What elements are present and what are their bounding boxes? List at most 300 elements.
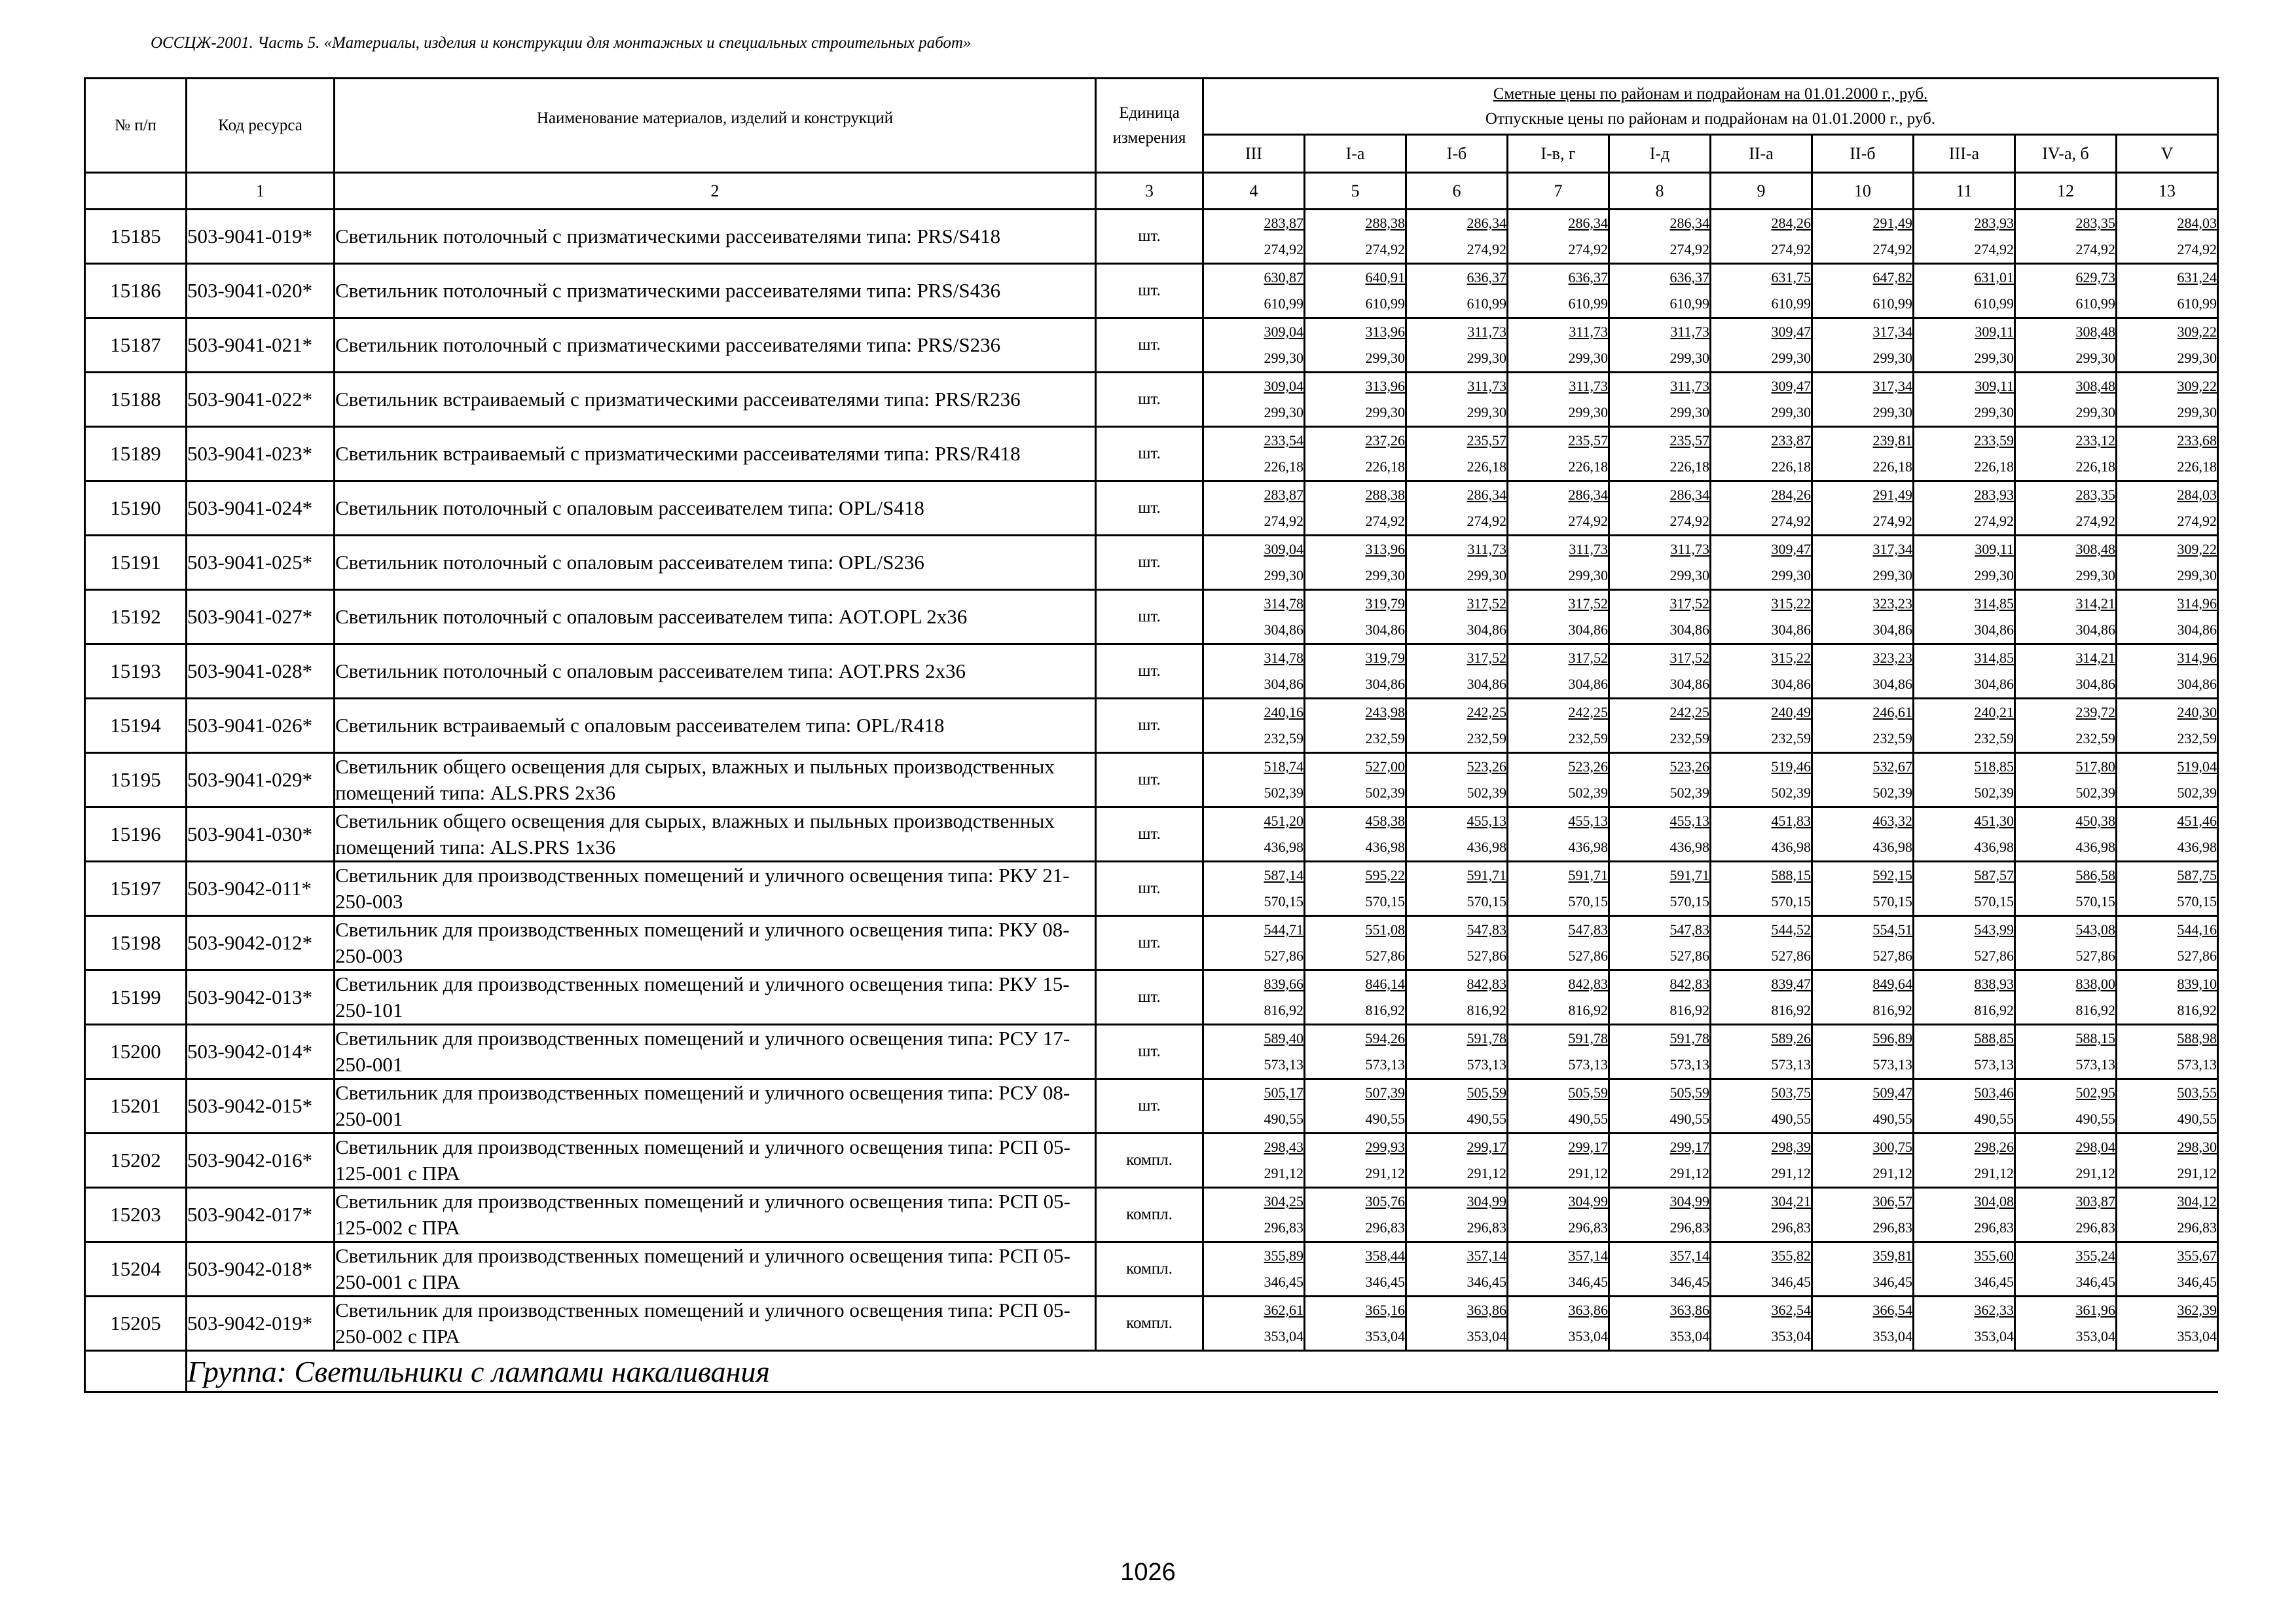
resource-code: 503-9042-015* <box>187 1079 335 1134</box>
release-price: 527,86 <box>1669 948 1709 964</box>
estimate-price: 589,26 <box>1771 1030 1811 1046</box>
release-price: 436,98 <box>1872 839 1912 855</box>
price-cell <box>1203 536 1305 590</box>
price-cell <box>1609 916 1711 970</box>
price-cell <box>1812 753 1914 807</box>
price-cell <box>1914 699 2015 753</box>
price-cell <box>2117 916 2218 970</box>
release-price: 573,13 <box>1365 1056 1405 1073</box>
estimate-price: 304,99 <box>1568 1193 1608 1209</box>
price-cell <box>2015 1188 2117 1242</box>
unit: компл. <box>1096 1134 1203 1188</box>
estimate-price: 311,73 <box>1569 541 1608 557</box>
release-price: 274,92 <box>1872 241 1912 257</box>
price-cell <box>1609 318 1711 373</box>
estimate-price: 283,93 <box>1974 215 2014 231</box>
estimate-price: 630,87 <box>1264 269 1303 286</box>
price-cell <box>1406 373 1508 427</box>
estimate-price: 451,83 <box>1771 813 1811 829</box>
estimate-price: 317,52 <box>1467 595 1506 612</box>
row-number: 15188 <box>85 373 187 427</box>
price-cell <box>2015 427 2117 481</box>
release-price: 816,92 <box>1974 1002 2014 1018</box>
estimate-price: 544,52 <box>1771 921 1811 938</box>
estimate-price: 505,17 <box>1264 1084 1303 1101</box>
region-header: II-а <box>1711 135 1812 173</box>
price-cell <box>1203 1134 1305 1188</box>
release-price: 299,30 <box>1771 404 1811 420</box>
price-cell <box>1914 264 2015 318</box>
estimate-price: 591,71 <box>1467 867 1506 883</box>
price-cell <box>1609 753 1711 807</box>
price-cell <box>2117 753 2218 807</box>
price-cell <box>1711 318 1812 373</box>
estimate-price: 357,14 <box>1568 1247 1608 1264</box>
estimate-price: 323,23 <box>1872 595 1912 612</box>
estimate-price: 314,96 <box>2177 650 2217 666</box>
estimate-price: 587,57 <box>1974 867 2014 883</box>
estimate-price: 543,99 <box>1974 921 2014 938</box>
estimate-price: 298,26 <box>1974 1139 2014 1155</box>
estimate-price: 647,82 <box>1872 269 1912 286</box>
release-price: 573,13 <box>1771 1056 1811 1073</box>
release-price: 502,39 <box>2177 784 2217 801</box>
estimate-price: 313,96 <box>1365 541 1405 557</box>
release-price: 291,12 <box>1872 1165 1912 1181</box>
release-price: 816,92 <box>1771 1002 1811 1018</box>
resource-code: 503-9041-030* <box>187 807 335 862</box>
price-cell <box>2015 1297 2117 1351</box>
release-price: 816,92 <box>2177 1002 2217 1018</box>
estimate-price: 313,96 <box>1365 378 1405 394</box>
price-cell <box>1406 590 1508 644</box>
table-row <box>85 1297 2218 1351</box>
page-header: ОССЦЖ-2001. Часть 5. «Материалы, изделия и конструкции для монтажных и специальных строительных работ» <box>151 34 972 52</box>
estimate-price: 596,89 <box>1872 1030 1912 1046</box>
estimate-price: 314,96 <box>2177 595 2217 612</box>
price-cell <box>1914 970 2015 1025</box>
release-price: 274,92 <box>1365 241 1405 257</box>
release-price: 304,86 <box>1365 621 1405 638</box>
estimate-price: 636,37 <box>1467 269 1506 286</box>
release-price: 296,83 <box>1771 1219 1811 1236</box>
release-price: 527,86 <box>2075 948 2115 964</box>
resource-code: 503-9042-012* <box>187 916 335 970</box>
price-cell <box>1203 210 1305 264</box>
release-price: 436,98 <box>1568 839 1608 855</box>
price-cell <box>2015 699 2117 753</box>
price-cell <box>1711 753 1812 807</box>
row-number: 15187 <box>85 318 187 373</box>
estimate-price: 233,87 <box>1771 432 1811 449</box>
price-cell <box>2015 590 2117 644</box>
region-header: I-д <box>1609 135 1711 173</box>
unit: компл. <box>1096 1297 1203 1351</box>
release-price: 299,30 <box>1264 350 1303 366</box>
release-price: 353,04 <box>1264 1328 1303 1344</box>
table-row <box>85 373 2218 427</box>
price-cell <box>2117 644 2218 699</box>
price-cell <box>1711 373 1812 427</box>
estimate-price: 298,39 <box>1771 1139 1811 1155</box>
estimate-price: 527,00 <box>1365 758 1405 775</box>
release-price: 570,15 <box>1872 893 1912 910</box>
estimate-price: 284,26 <box>1771 215 1811 231</box>
estimate-price: 314,21 <box>2075 595 2115 612</box>
release-price: 816,92 <box>2075 1002 2115 1018</box>
release-price: 274,92 <box>1974 513 2014 529</box>
price-cell <box>1508 1134 1609 1188</box>
table-row <box>85 536 2218 590</box>
release-price: 232,59 <box>1974 730 2014 747</box>
price-cell <box>1305 481 1406 536</box>
estimate-price: 309,11 <box>1975 541 2014 557</box>
table-row <box>85 427 2218 481</box>
price-cell <box>2117 1134 2218 1188</box>
estimate-price: 362,61 <box>1264 1302 1303 1318</box>
row-number: 15202 <box>85 1134 187 1188</box>
release-price: 226,18 <box>1974 458 2014 475</box>
row-number: 15196 <box>85 807 187 862</box>
resource-code: 503-9041-020* <box>187 264 335 318</box>
estimate-price: 323,23 <box>1872 650 1912 666</box>
price-cell <box>1406 1134 1508 1188</box>
estimate-price: 304,12 <box>2177 1193 2217 1209</box>
price-cell <box>1508 1297 1609 1351</box>
release-price: 346,45 <box>1669 1274 1709 1290</box>
estimate-price: 319,79 <box>1365 650 1405 666</box>
price-cell <box>2117 1297 2218 1351</box>
price-cell <box>1914 536 2015 590</box>
estimate-price: 505,59 <box>1568 1084 1608 1101</box>
release-price: 226,18 <box>1669 458 1709 475</box>
release-price: 299,30 <box>1568 567 1608 583</box>
region-header: III <box>1203 135 1305 173</box>
release-price: 232,59 <box>1669 730 1709 747</box>
price-cell <box>2015 807 2117 862</box>
estimate-price: 355,67 <box>2177 1247 2217 1264</box>
release-price: 346,45 <box>1872 1274 1912 1290</box>
release-price: 570,15 <box>1467 893 1506 910</box>
release-price: 274,92 <box>1365 513 1405 529</box>
release-price: 502,39 <box>1365 784 1405 801</box>
row-number: 15197 <box>85 862 187 916</box>
price-cell <box>1914 1188 2015 1242</box>
estimate-price: 304,08 <box>1974 1193 2014 1209</box>
prices-title-release: Отпускные цены по районам и подрайонам на 01.01.2000 г., руб. <box>1485 109 1936 128</box>
table-row <box>85 970 2218 1025</box>
release-price: 226,18 <box>2075 458 2115 475</box>
column-number: 8 <box>1609 173 1711 210</box>
estimate-price: 317,52 <box>1568 595 1608 612</box>
table-row <box>85 210 2218 264</box>
estimate-price: 291,49 <box>1872 487 1912 503</box>
price-cell <box>2015 753 2117 807</box>
estimate-price: 283,93 <box>1974 487 2014 503</box>
estimate-price: 547,83 <box>1467 921 1506 938</box>
release-price: 304,86 <box>1264 621 1303 638</box>
estimate-price: 286,34 <box>1568 487 1608 503</box>
estimate-price: 846,14 <box>1365 976 1405 992</box>
item-name: Светильник общего освещения для сырых, влажных и пыльных производственных помещений типа: ALS.PRS 2x36 <box>335 753 1096 807</box>
unit: шт. <box>1096 862 1203 916</box>
price-cell <box>1609 644 1711 699</box>
item-name: Светильник для производственных помещений и уличного освещения типа: РСП 05-250-002 с ПРА <box>335 1297 1096 1351</box>
estimate-price: 361,96 <box>2075 1302 2115 1318</box>
release-price: 274,92 <box>1771 241 1811 257</box>
release-price: 299,30 <box>2177 404 2217 420</box>
price-cell <box>1203 970 1305 1025</box>
release-price: 573,13 <box>1872 1056 1912 1073</box>
item-name: Светильник для производственных помещений и уличного освещения типа: РСП 05-250-001 с ПРА <box>335 1242 1096 1297</box>
release-price: 291,12 <box>1669 1165 1709 1181</box>
price-cell <box>1711 1134 1812 1188</box>
estimate-price: 317,52 <box>1669 595 1709 612</box>
release-price: 296,83 <box>1568 1219 1608 1236</box>
release-price: 299,30 <box>1264 404 1303 420</box>
col-header-prices <box>1203 79 2218 135</box>
col-header-num: № п/п <box>85 79 187 173</box>
estimate-price: 299,93 <box>1365 1139 1405 1155</box>
price-cell <box>1812 210 1914 264</box>
price-cell <box>2015 318 2117 373</box>
item-name: Светильник встраиваемый с призматическими рассеивателями типа: PRS/R418 <box>335 427 1096 481</box>
price-cell <box>1305 970 1406 1025</box>
row-number: 15204 <box>85 1242 187 1297</box>
release-price: 299,30 <box>1872 404 1912 420</box>
price-cell <box>1406 807 1508 862</box>
price-cell <box>1914 1134 2015 1188</box>
release-price: 570,15 <box>1771 893 1811 910</box>
price-cell <box>1203 427 1305 481</box>
price-cell <box>1914 590 2015 644</box>
release-price: 304,86 <box>1264 676 1303 692</box>
release-price: 299,30 <box>1669 350 1709 366</box>
estimate-price: 363,86 <box>1669 1302 1709 1318</box>
release-price: 570,15 <box>1974 893 2014 910</box>
release-price: 527,86 <box>1974 948 2014 964</box>
price-cell <box>1711 264 1812 318</box>
price-cell <box>1609 807 1711 862</box>
resource-code: 503-9042-013* <box>187 970 335 1025</box>
release-price: 346,45 <box>1568 1274 1608 1290</box>
release-price: 232,59 <box>2075 730 2115 747</box>
table-row <box>85 916 2218 970</box>
column-number: 10 <box>1812 173 1914 210</box>
table-row <box>85 1134 2218 1188</box>
release-price: 232,59 <box>1467 730 1506 747</box>
price-cell <box>1812 1297 1914 1351</box>
release-price: 232,59 <box>2177 730 2217 747</box>
price-cell <box>1508 1188 1609 1242</box>
price-cell <box>1914 807 2015 862</box>
unit: шт. <box>1096 916 1203 970</box>
price-cell <box>1711 590 1812 644</box>
estimate-price: 309,47 <box>1771 323 1811 340</box>
release-price: 570,15 <box>1669 893 1709 910</box>
price-cell <box>1914 373 2015 427</box>
price-cell <box>1914 1242 2015 1297</box>
release-price: 299,30 <box>1974 567 2014 583</box>
estimate-price: 240,30 <box>2177 704 2217 720</box>
price-cell <box>2117 1025 2218 1079</box>
release-price: 299,30 <box>1974 350 2014 366</box>
estimate-price: 594,26 <box>1365 1030 1405 1046</box>
unit: компл. <box>1096 1188 1203 1242</box>
unit: компл. <box>1096 1242 1203 1297</box>
price-cell <box>1406 264 1508 318</box>
price-cell <box>1508 753 1609 807</box>
release-price: 291,12 <box>2075 1165 2115 1181</box>
price-cell <box>1406 427 1508 481</box>
unit: шт. <box>1096 1025 1203 1079</box>
row-number: 15201 <box>85 1079 187 1134</box>
release-price: 346,45 <box>1264 1274 1303 1290</box>
estimate-price: 298,04 <box>2075 1139 2115 1155</box>
estimate-price: 849,64 <box>1872 976 1912 992</box>
price-cell <box>1508 373 1609 427</box>
price-cell <box>1914 753 2015 807</box>
row-number: 15186 <box>85 264 187 318</box>
estimate-price: 283,35 <box>2075 487 2115 503</box>
table-row <box>85 699 2218 753</box>
column-number: 2 <box>335 173 1096 210</box>
release-price: 502,39 <box>1568 784 1608 801</box>
price-cell <box>2015 210 2117 264</box>
price-cell <box>2117 210 2218 264</box>
price-cell <box>1609 699 1711 753</box>
estimate-price: 362,54 <box>1771 1302 1811 1318</box>
row-number: 15190 <box>85 481 187 536</box>
release-price: 232,59 <box>1568 730 1608 747</box>
unit: шт. <box>1096 427 1203 481</box>
release-price: 274,92 <box>2075 513 2115 529</box>
release-price: 296,83 <box>1264 1219 1303 1236</box>
price-cell <box>1812 536 1914 590</box>
estimate-price: 505,59 <box>1467 1084 1506 1101</box>
region-header: III-а <box>1914 135 2015 173</box>
estimate-price: 243,98 <box>1365 704 1405 720</box>
release-price: 299,30 <box>2177 350 2217 366</box>
estimate-price: 317,52 <box>1568 650 1608 666</box>
release-price: 299,30 <box>1365 567 1405 583</box>
release-price: 490,55 <box>1974 1111 2014 1127</box>
release-price: 299,30 <box>1568 350 1608 366</box>
estimate-price: 636,37 <box>1568 269 1608 286</box>
release-price: 304,86 <box>1568 621 1608 638</box>
price-cell <box>2015 862 2117 916</box>
price-cell <box>1305 644 1406 699</box>
price-cell <box>1508 970 1609 1025</box>
price-cell <box>1812 1242 1914 1297</box>
item-name: Светильник общего освещения для сырых, влажных и пыльных производственных помещений типа: ALS.PRS 1x36 <box>335 807 1096 862</box>
row-number: 15185 <box>85 210 187 264</box>
release-price: 346,45 <box>1365 1274 1405 1290</box>
estimate-price: 233,54 <box>1264 432 1303 449</box>
price-cell <box>1609 862 1711 916</box>
estimate-price: 358,44 <box>1365 1247 1405 1264</box>
estimate-price: 304,25 <box>1264 1193 1303 1209</box>
release-price: 573,13 <box>1669 1056 1709 1073</box>
page-number: 1026 <box>1120 1559 1176 1586</box>
price-cell <box>1914 1025 2015 1079</box>
release-price: 274,92 <box>1669 513 1709 529</box>
estimate-price: 303,87 <box>2075 1193 2115 1209</box>
estimate-price: 311,73 <box>1569 378 1608 394</box>
estimate-price: 298,43 <box>1264 1139 1303 1155</box>
price-cell <box>1812 590 1914 644</box>
price-cell <box>1711 481 1812 536</box>
release-price: 299,30 <box>1467 350 1506 366</box>
release-price: 299,30 <box>1872 350 1912 366</box>
price-cell <box>2015 970 2117 1025</box>
estimate-price: 314,78 <box>1264 595 1303 612</box>
price-cell <box>1609 210 1711 264</box>
estimate-price: 314,85 <box>1974 595 2014 612</box>
release-price: 296,83 <box>2177 1219 2217 1236</box>
estimate-price: 629,73 <box>2075 269 2115 286</box>
price-cell <box>1305 590 1406 644</box>
group-label: Группа: Светильники с лампами накаливания <box>187 1351 2218 1392</box>
release-price: 436,98 <box>1974 839 2014 855</box>
release-price: 353,04 <box>1365 1328 1405 1344</box>
estimate-price: 451,46 <box>2177 813 2217 829</box>
release-price: 291,12 <box>2177 1165 2217 1181</box>
unit: шт. <box>1096 644 1203 699</box>
release-price: 610,99 <box>1669 295 1709 312</box>
release-price: 436,98 <box>1264 839 1303 855</box>
estimate-price: 233,68 <box>2177 432 2217 449</box>
estimate-price: 317,34 <box>1872 378 1912 394</box>
price-cell <box>1508 807 1609 862</box>
price-cell <box>1508 536 1609 590</box>
price-cell <box>1406 1025 1508 1079</box>
price-cell <box>1609 264 1711 318</box>
estimate-price: 357,14 <box>1669 1247 1709 1264</box>
estimate-price: 305,76 <box>1365 1193 1405 1209</box>
price-cell <box>1203 699 1305 753</box>
release-price: 502,39 <box>1669 784 1709 801</box>
resource-code: 503-9042-018* <box>187 1242 335 1297</box>
price-cell <box>1812 807 1914 862</box>
estimate-price: 300,75 <box>1872 1139 1912 1155</box>
release-price: 610,99 <box>1264 295 1303 312</box>
row-number: 15205 <box>85 1297 187 1351</box>
release-price: 573,13 <box>2177 1056 2217 1073</box>
price-cell <box>1914 427 2015 481</box>
group-row-num <box>85 1351 187 1392</box>
price-cell <box>2015 644 2117 699</box>
row-number: 15200 <box>85 1025 187 1079</box>
release-price: 291,12 <box>1568 1165 1608 1181</box>
release-price: 299,30 <box>1669 567 1709 583</box>
table-row <box>85 318 2218 373</box>
release-price: 816,92 <box>1264 1002 1303 1018</box>
estimate-price: 363,86 <box>1467 1302 1506 1318</box>
release-price: 573,13 <box>2075 1056 2115 1073</box>
price-cell <box>1305 1188 1406 1242</box>
release-price: 490,55 <box>1568 1111 1608 1127</box>
price-cell <box>2117 970 2218 1025</box>
price-cell <box>1305 1242 1406 1297</box>
release-price: 274,92 <box>2177 241 2217 257</box>
release-price: 274,92 <box>1568 241 1608 257</box>
price-cell <box>1305 210 1406 264</box>
release-price: 502,39 <box>1771 784 1811 801</box>
estimate-price: 291,49 <box>1872 215 1912 231</box>
region-header: I-в, г <box>1508 135 1609 173</box>
row-number: 15193 <box>85 644 187 699</box>
